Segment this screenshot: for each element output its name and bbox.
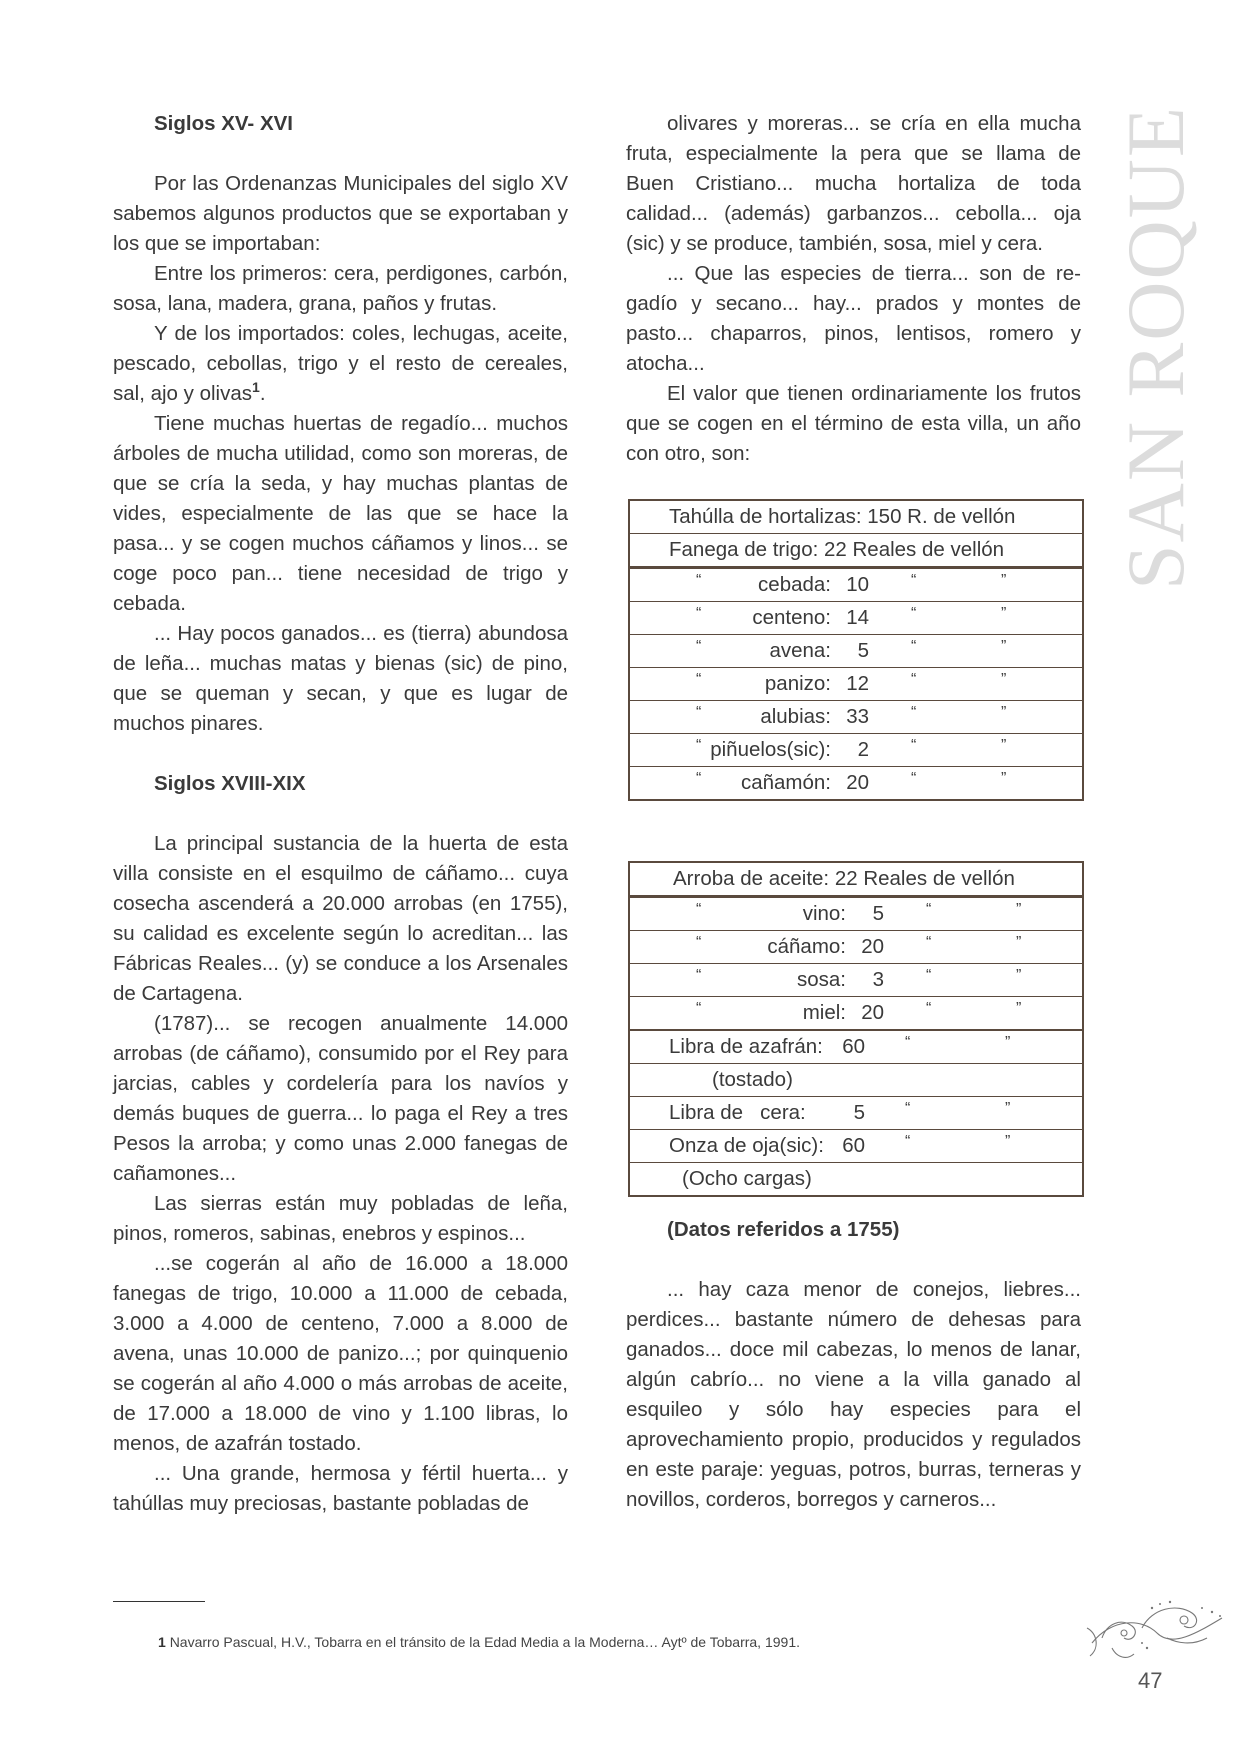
ditto-open: “ [911, 704, 917, 721]
section-heading-xv-xvi: Siglos XV- XVI [154, 112, 293, 135]
footnote-number: 1 [158, 1634, 166, 1650]
left-column [113, 109, 568, 1519]
ditto-close: ” [1005, 1133, 1011, 1150]
paragraph: La principal sustancia de la huerta de esta villa consiste en el esquilmo de cáñamo... cuya cosecha ascenderá a 20.000 arrobas (en 1755), su calidad es excelente según lo acreditan... las Fábricas Reales... (y) se conduce a los Arsenales de Cartagena. [113, 832, 568, 1005]
item-name: sosa: [797, 968, 846, 991]
item-name: avena: [769, 639, 831, 662]
paragraph: (1787)... se recogen anualmente 14.000 arrobas (de cáñamo), consumido por el Rey para jarcias, cables y cordelería para los navíos y demás buques de guerra... lo paga el Rey a tres Pesos la arroba; y como unas 2.000 fanegas de cañamones... [113, 1012, 568, 1185]
table-cell [629, 1097, 1083, 1130]
item-value: 5 [857, 639, 869, 662]
item-name: piñuelos(sic): [710, 738, 831, 761]
table-cell [629, 701, 1083, 734]
table-row [629, 964, 1083, 997]
table-cell [629, 635, 1083, 668]
item-name: cañamón: [740, 771, 831, 794]
table-row [629, 569, 1083, 602]
table-cell [629, 668, 1083, 701]
footnote-divider [113, 1601, 205, 1602]
ditto-open: “ [696, 967, 702, 984]
ditto-open: “ [911, 605, 917, 622]
table-row [629, 701, 1083, 734]
price-table-2 [628, 861, 1084, 897]
item-value: 33 [846, 705, 869, 728]
item-name: cáñamo: [767, 935, 846, 958]
data-note-heading: (Datos referidos a 1755) [667, 1218, 900, 1241]
ditto-open: “ [926, 934, 932, 951]
price-table-1-items [628, 568, 1084, 801]
table-cell [629, 931, 1083, 964]
ditto-open: “ [905, 1133, 911, 1150]
table-cell: (Ocho cargas) [629, 1163, 1083, 1197]
table-row [629, 997, 1083, 1031]
table-cell [629, 602, 1083, 635]
ditto-open: “ [911, 737, 917, 754]
table-row [629, 635, 1083, 668]
paragraph: ... Una grande, hermosa y fértil huerta... y tahúllas muy preciosas, bastante pobladas de [113, 1462, 568, 1515]
table-row [629, 668, 1083, 701]
table-cell [629, 898, 1083, 931]
ditto-close: ” [1001, 605, 1007, 622]
ditto-close: ” [1001, 572, 1007, 589]
floral-ornament-icon [1082, 1588, 1232, 1668]
item-value: 10 [846, 573, 869, 596]
ditto-open: “ [905, 1100, 911, 1117]
paragraph: ...se cogerán al año de 16.000 a 18.000 fanegas de trigo, 10.000 a 11.000 de cebada, 3.000 a 4.000 de centeno, 7.000 a 8.000 de avena, unas 10.000 de panizo...; por quinquenio se cogerán al año 4.000 o más arrobas de aceite, de 17.000 a 18.000 de vino y 1.100 libras, lo menos, de azafrán tostado. [113, 1252, 568, 1455]
item-value: 20 [846, 771, 869, 794]
ditto-open: “ [696, 770, 702, 787]
footnote [158, 1634, 800, 1650]
table-cell [629, 734, 1083, 767]
ditto-open: “ [911, 770, 917, 787]
paragraph: Las sierras están muy pobladas de leña, pinos, romeros, sabinas, enebros y espinos... [113, 1192, 568, 1245]
right-column [626, 109, 1081, 1515]
ditto-open: “ [696, 704, 702, 721]
item-value: 12 [846, 672, 869, 695]
item-value: 3 [872, 968, 884, 991]
item-value: 5 [872, 902, 884, 925]
item-value: 2 [857, 738, 869, 761]
ditto-open: “ [911, 671, 917, 688]
table-row [629, 862, 1083, 896]
running-title: SAN ROQUE [1110, 105, 1201, 590]
paragraph: Por las Ordenanzas Municipales del siglo XV sabemos algunos productos que se exportaban y los que se importaban: [113, 172, 568, 255]
ditto-close: ” [1016, 1000, 1022, 1017]
table-row [629, 767, 1083, 801]
footnote-text: Navarro Pascual, H.V., Tobarra en el tránsito de la Edad Media a la Moderna… Aytº de Tobarra, 1991. [169, 1634, 800, 1650]
item-name: cebada: [758, 573, 831, 596]
item-name: Libra de azafrán: [669, 1035, 823, 1058]
table-cell: Tahúlla de hortalizas: 150 R. de vellón [669, 505, 1016, 528]
item-value: 20 [861, 1001, 884, 1024]
section-heading-xviii-xix: Siglos XVIII-XIX [154, 772, 306, 795]
table-cell [629, 1031, 1083, 1064]
paragraph: El valor que tienen ordinariamente los frutos que se cogen en el término de esta villa, un año con otro, son: [626, 382, 1081, 465]
ditto-open: “ [696, 934, 702, 951]
item-name: miel: [802, 1001, 846, 1024]
ditto-open: “ [696, 572, 702, 589]
ditto-open: “ [911, 638, 917, 655]
table-cell [629, 1130, 1083, 1163]
item-name: vino: [802, 902, 846, 925]
price-table-2-items [628, 897, 1084, 1031]
ditto-close: ” [1005, 1100, 1011, 1117]
table-cell [629, 997, 1083, 1031]
item-value: 14 [846, 606, 869, 629]
table-row [629, 500, 1083, 534]
ditto-close: ” [1016, 967, 1022, 984]
table-row [629, 1130, 1083, 1163]
ditto-close: ” [1016, 934, 1022, 951]
paragraph: ... hay caza menor de conejos, liebres... perdices... bastante número de dehesas para ganados... doce mil cabezas, lo menos de lanar, algún cabrío... no viene a la villa ganado al esquileo y sólo hay especies para el aprovechamiento propio, producidos y regulados en este paraje: yeguas, potros, burras, terneras y novillos, corderos, borregos y carneros... [626, 1278, 1081, 1511]
table-cell [629, 767, 1083, 801]
item-value: 60 [842, 1134, 865, 1157]
paragraph: Entre los primeros: cera, perdigones, carbón, sosa, lana, madera, grana, paños y frutas. [113, 262, 568, 315]
table-cell: (tostado) [629, 1064, 1083, 1097]
table-row [629, 534, 1083, 568]
ditto-open: “ [696, 737, 702, 754]
ditto-open: “ [926, 1000, 932, 1017]
paragraph-text: Y de los importados: coles, lechugas, aceite, pescado, cebollas, trigo y el resto de cereales, sal, ajo y olivas [113, 322, 568, 405]
table-row [629, 602, 1083, 635]
paragraph-end: . [259, 382, 266, 405]
ditto-close: ” [1016, 901, 1022, 918]
ditto-open: “ [926, 967, 932, 984]
page-number: 47 [1138, 1668, 1163, 1693]
ditto-open: “ [696, 901, 702, 918]
item-value: 5 [853, 1101, 865, 1124]
paragraph: ... Hay pocos ganados... es (tierra) abundosa de leña... muchas matas y bienas (sic) de pino, que se queman y secan, y que es lugar de muchos pinares. [113, 622, 568, 735]
ditto-open: “ [911, 572, 917, 589]
ditto-close: ” [1001, 737, 1007, 754]
ditto-close: ” [1001, 638, 1007, 655]
price-table-2-extra [628, 1031, 1084, 1197]
ditto-close: ” [1001, 770, 1007, 787]
table-cell [629, 964, 1083, 997]
table-row [629, 734, 1083, 767]
table-cell: Fanega de trigo: 22 Reales de vellón [629, 534, 1083, 568]
ditto-open: “ [696, 1000, 702, 1017]
table-row [629, 898, 1083, 931]
ditto-close: ” [1005, 1034, 1011, 1051]
paragraph: ... Que las especies de tierra... son de regadío y secano... hay... prados y montes de pasto... chaparros, pinos, lentisos, romero y atocha... [626, 262, 1081, 375]
ditto-open: “ [926, 901, 932, 918]
table-row [629, 1064, 1083, 1097]
paragraph: olivares y moreras... se cría en ella mucha fruta, especialmente la pera que se llama de Buen Cristiano... mucha hortaliza de toda calidad... (además) garbanzos... cebolla... oja (sic) y se produce, también, sosa, miel y cera. [626, 112, 1081, 255]
item-value: 60 [842, 1035, 865, 1058]
ditto-open: “ [905, 1034, 911, 1051]
table-row [629, 1163, 1083, 1197]
item-name: Libra de cera: [669, 1101, 806, 1124]
footnote-reference[interactable]: 1 [252, 379, 260, 396]
table-cell: Arroba de aceite: 22 Reales de vellón [673, 867, 1015, 890]
paragraph: Tiene muchas huertas de regadío... muchos árboles de mucha utilidad, como son moreras, de que se cría la seda, y hay muchas plantas de vides, especialmente de las que se hace la pasa... y se cogen muchos cáñamos y linos... se coge poco pan... tiene necesidad de trigo y cebada. [113, 412, 568, 615]
table-cell [629, 569, 1083, 602]
item-name: Onza de oja(sic): [669, 1134, 824, 1157]
ditto-open: “ [696, 638, 702, 655]
table-row [629, 1031, 1083, 1064]
ditto-close: ” [1001, 671, 1007, 688]
item-value: 20 [861, 935, 884, 958]
table-row [629, 931, 1083, 964]
ditto-open: “ [696, 671, 702, 688]
table-row [629, 1097, 1083, 1130]
price-table-1 [628, 499, 1084, 568]
item-name: centeno: [752, 606, 831, 629]
item-name: alubias: [760, 705, 831, 728]
item-name: panizo: [764, 672, 831, 695]
ditto-open: “ [696, 605, 702, 622]
ditto-close: ” [1001, 704, 1007, 721]
paragraph [113, 319, 568, 409]
